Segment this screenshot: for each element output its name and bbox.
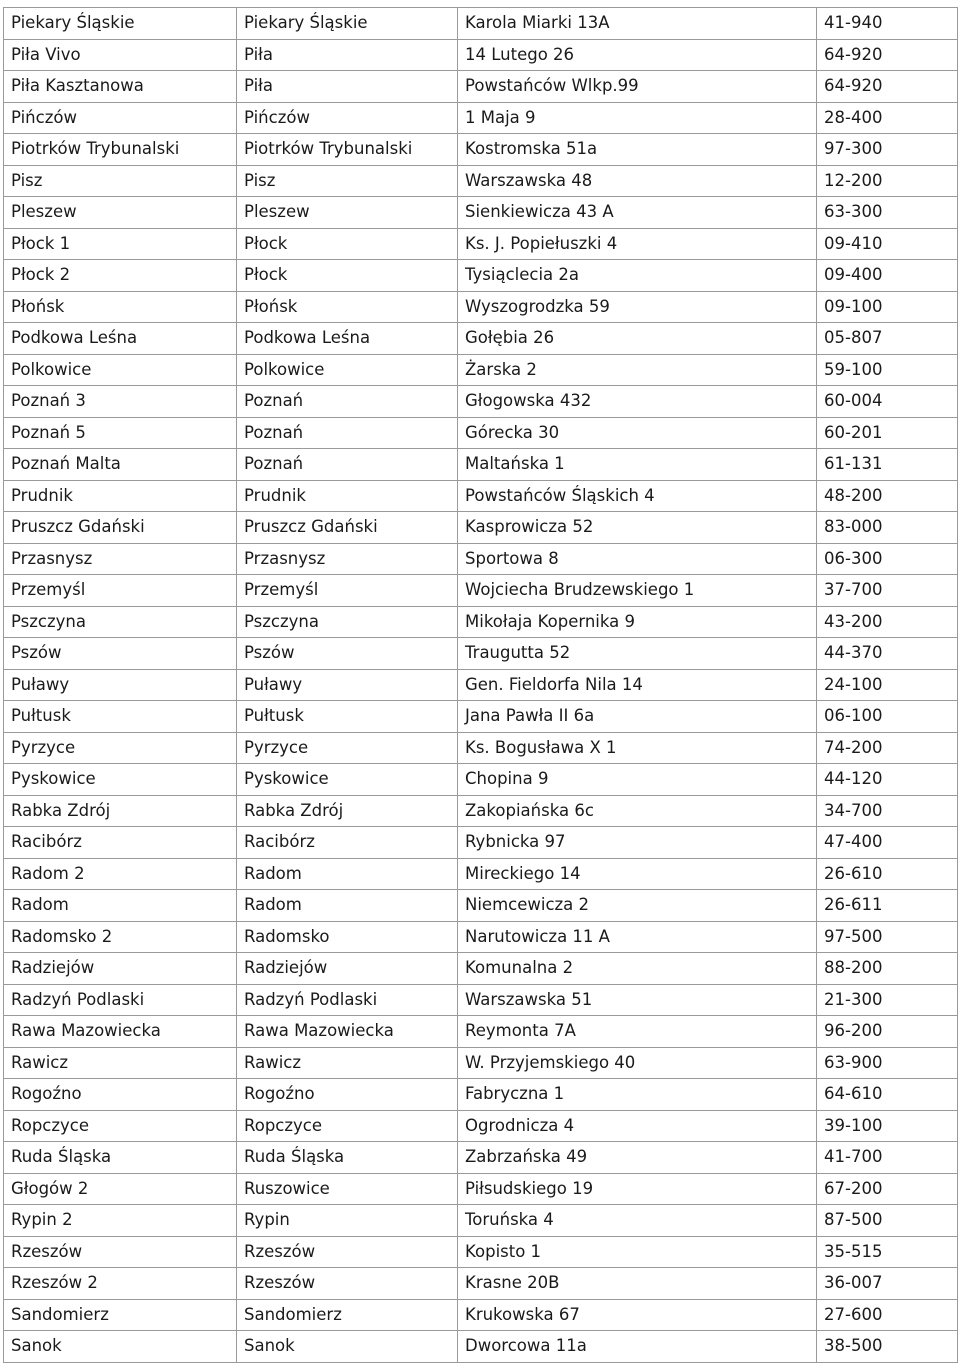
- table-row: [4, 1331, 958, 1363]
- table-row: [4, 165, 958, 197]
- location-name-cell: Rzeszów 2: [4, 1268, 237, 1300]
- postal-code-cell: 05-807: [817, 323, 958, 355]
- city-cell: Piła: [237, 71, 458, 103]
- table-row: [4, 71, 958, 103]
- city-cell: Ruszowice: [237, 1173, 458, 1205]
- city-cell: Przemyśl: [237, 575, 458, 607]
- location-name-cell: Podkowa Leśna: [4, 323, 237, 355]
- table-row: [4, 953, 958, 985]
- postal-code-cell: 27-600: [817, 1299, 958, 1331]
- street-address-cell: Mireckiego 14: [458, 858, 817, 890]
- street-address-cell: Mikołaja Kopernika 9: [458, 606, 817, 638]
- postal-code-cell: 87-500: [817, 1205, 958, 1237]
- location-name-cell: Rogoźno: [4, 1079, 237, 1111]
- street-address-cell: Dworcowa 11a: [458, 1331, 817, 1363]
- postal-code-cell: 35-515: [817, 1236, 958, 1268]
- street-address-cell: Krasne 20B: [458, 1268, 817, 1300]
- city-cell: Pyskowice: [237, 764, 458, 796]
- postal-code-cell: 96-200: [817, 1016, 958, 1048]
- street-address-cell: W. Przyjemskiego 40: [458, 1047, 817, 1079]
- city-cell: Piła: [237, 39, 458, 71]
- street-address-cell: Krukowska 67: [458, 1299, 817, 1331]
- city-cell: Piekary Śląskie: [237, 8, 458, 40]
- location-name-cell: Radzyń Podlaski: [4, 984, 237, 1016]
- location-name-cell: Radom 2: [4, 858, 237, 890]
- location-name-cell: Piotrków Trybunalski: [4, 134, 237, 166]
- location-name-cell: Piła Vivo: [4, 39, 237, 71]
- street-address-cell: Warszawska 51: [458, 984, 817, 1016]
- city-cell: Polkowice: [237, 354, 458, 386]
- table-row: [4, 575, 958, 607]
- city-cell: Poznań: [237, 417, 458, 449]
- table-row: [4, 827, 958, 859]
- city-cell: Ruda Śląska: [237, 1142, 458, 1174]
- location-name-cell: Przemyśl: [4, 575, 237, 607]
- city-cell: Radziejów: [237, 953, 458, 985]
- table-row: [4, 701, 958, 733]
- location-name-cell: Ropczyce: [4, 1110, 237, 1142]
- table-row: [4, 512, 958, 544]
- street-address-cell: Ks. Bogusława X 1: [458, 732, 817, 764]
- street-address-cell: Traugutta 52: [458, 638, 817, 670]
- street-address-cell: Niemcewicza 2: [458, 890, 817, 922]
- postal-code-cell: 09-400: [817, 260, 958, 292]
- city-cell: Płock: [237, 228, 458, 260]
- city-cell: Sanok: [237, 1331, 458, 1363]
- location-name-cell: Pyrzyce: [4, 732, 237, 764]
- street-address-cell: Żarska 2: [458, 354, 817, 386]
- city-cell: Pisz: [237, 165, 458, 197]
- city-cell: Prudnik: [237, 480, 458, 512]
- location-name-cell: Pleszew: [4, 197, 237, 229]
- street-address-cell: Karola Miarki 13A: [458, 8, 817, 40]
- street-address-cell: Powstańców Wlkp.99: [458, 71, 817, 103]
- postal-code-cell: 12-200: [817, 165, 958, 197]
- table-row: [4, 638, 958, 670]
- street-address-cell: Narutowicza 11 A: [458, 921, 817, 953]
- street-address-cell: Głogowska 432: [458, 386, 817, 418]
- postal-code-cell: 64-610: [817, 1079, 958, 1111]
- city-cell: Puławy: [237, 669, 458, 701]
- table-row: [4, 228, 958, 260]
- city-cell: Rypin: [237, 1205, 458, 1237]
- table-row: [4, 984, 958, 1016]
- postal-code-cell: 41-940: [817, 8, 958, 40]
- street-address-cell: Wyszogrodzka 59: [458, 291, 817, 323]
- street-address-cell: Jana Pawła II 6a: [458, 701, 817, 733]
- location-name-cell: Poznań Malta: [4, 449, 237, 481]
- city-cell: Rabka Zdrój: [237, 795, 458, 827]
- table-row: [4, 543, 958, 575]
- city-cell: Płońsk: [237, 291, 458, 323]
- postal-code-cell: 97-500: [817, 921, 958, 953]
- street-address-cell: Rybnicka 97: [458, 827, 817, 859]
- city-cell: Pułtusk: [237, 701, 458, 733]
- table-row: [4, 1268, 958, 1300]
- location-name-cell: Piła Kasztanowa: [4, 71, 237, 103]
- address-table: [3, 7, 958, 1363]
- postal-code-cell: 44-370: [817, 638, 958, 670]
- street-address-cell: Powstańców Śląskich 4: [458, 480, 817, 512]
- table-row: [4, 1047, 958, 1079]
- location-name-cell: Sandomierz: [4, 1299, 237, 1331]
- table-row: [4, 1016, 958, 1048]
- table-row: [4, 39, 958, 71]
- location-name-cell: Rabka Zdrój: [4, 795, 237, 827]
- postal-code-cell: 38-500: [817, 1331, 958, 1363]
- city-cell: Radzyń Podlaski: [237, 984, 458, 1016]
- postal-code-cell: 06-100: [817, 701, 958, 733]
- street-address-cell: Reymonta 7A: [458, 1016, 817, 1048]
- postal-code-cell: 74-200: [817, 732, 958, 764]
- location-name-cell: Przasnysz: [4, 543, 237, 575]
- location-name-cell: Ruda Śląska: [4, 1142, 237, 1174]
- street-address-cell: Kasprowicza 52: [458, 512, 817, 544]
- table-row: [4, 417, 958, 449]
- city-cell: Racibórz: [237, 827, 458, 859]
- city-cell: Radomsko: [237, 921, 458, 953]
- street-address-cell: Komunalna 2: [458, 953, 817, 985]
- city-cell: Pruszcz Gdański: [237, 512, 458, 544]
- postal-code-cell: 97-300: [817, 134, 958, 166]
- table-row: [4, 1236, 958, 1268]
- table-row: [4, 260, 958, 292]
- table-row: [4, 102, 958, 134]
- postal-code-cell: 64-920: [817, 39, 958, 71]
- location-name-cell: Rawicz: [4, 1047, 237, 1079]
- table-row: [4, 1079, 958, 1111]
- postal-code-cell: 60-004: [817, 386, 958, 418]
- street-address-cell: Sienkiewicza 43 A: [458, 197, 817, 229]
- location-name-cell: Sanok: [4, 1331, 237, 1363]
- location-name-cell: Płock 1: [4, 228, 237, 260]
- street-address-cell: Kopisto 1: [458, 1236, 817, 1268]
- city-cell: Pyrzyce: [237, 732, 458, 764]
- postal-code-cell: 09-100: [817, 291, 958, 323]
- postal-code-cell: 37-700: [817, 575, 958, 607]
- street-address-cell: Gen. Fieldorfa Nila 14: [458, 669, 817, 701]
- city-cell: Przasnysz: [237, 543, 458, 575]
- street-address-cell: Piłsudskiego 19: [458, 1173, 817, 1205]
- table-row: [4, 480, 958, 512]
- table-row: [4, 8, 958, 40]
- postal-code-cell: 48-200: [817, 480, 958, 512]
- postal-code-cell: 44-120: [817, 764, 958, 796]
- location-name-cell: Pińczów: [4, 102, 237, 134]
- postal-code-cell: 28-400: [817, 102, 958, 134]
- location-name-cell: Poznań 5: [4, 417, 237, 449]
- table-row: [4, 795, 958, 827]
- table-row: [4, 354, 958, 386]
- table-row: [4, 1205, 958, 1237]
- street-address-cell: Toruńska 4: [458, 1205, 817, 1237]
- city-cell: Pleszew: [237, 197, 458, 229]
- street-address-cell: Chopina 9: [458, 764, 817, 796]
- street-address-cell: Warszawska 48: [458, 165, 817, 197]
- location-name-cell: Poznań 3: [4, 386, 237, 418]
- city-cell: Radom: [237, 858, 458, 890]
- city-cell: Poznań: [237, 386, 458, 418]
- street-address-cell: Zakopiańska 6c: [458, 795, 817, 827]
- city-cell: Płock: [237, 260, 458, 292]
- postal-code-cell: 67-200: [817, 1173, 958, 1205]
- postal-code-cell: 36-007: [817, 1268, 958, 1300]
- location-name-cell: Polkowice: [4, 354, 237, 386]
- table-row: [4, 669, 958, 701]
- table-row: [4, 449, 958, 481]
- table-row: [4, 1142, 958, 1174]
- location-name-cell: Rawa Mazowiecka: [4, 1016, 237, 1048]
- location-name-cell: Radom: [4, 890, 237, 922]
- street-address-cell: Tysiąclecia 2a: [458, 260, 817, 292]
- table-row: [4, 134, 958, 166]
- location-name-cell: Pisz: [4, 165, 237, 197]
- table-row: [4, 606, 958, 638]
- postal-code-cell: 63-900: [817, 1047, 958, 1079]
- location-name-cell: Pruszcz Gdański: [4, 512, 237, 544]
- postal-code-cell: 34-700: [817, 795, 958, 827]
- location-name-cell: Płock 2: [4, 260, 237, 292]
- street-address-cell: Ogrodnicza 4: [458, 1110, 817, 1142]
- table-row: [4, 323, 958, 355]
- street-address-cell: Zabrzańska 49: [458, 1142, 817, 1174]
- location-name-cell: Radziejów: [4, 953, 237, 985]
- postal-code-cell: 26-610: [817, 858, 958, 890]
- location-name-cell: Piekary Śląskie: [4, 8, 237, 40]
- table-row: [4, 386, 958, 418]
- city-cell: Rawicz: [237, 1047, 458, 1079]
- street-address-cell: Kostromska 51a: [458, 134, 817, 166]
- postal-code-cell: 61-131: [817, 449, 958, 481]
- postal-code-cell: 60-201: [817, 417, 958, 449]
- location-name-cell: Głogów 2: [4, 1173, 237, 1205]
- postal-code-cell: 88-200: [817, 953, 958, 985]
- city-cell: Ropczyce: [237, 1110, 458, 1142]
- street-address-cell: Maltańska 1: [458, 449, 817, 481]
- table-row: [4, 890, 958, 922]
- table-row: [4, 197, 958, 229]
- street-address-cell: 1 Maja 9: [458, 102, 817, 134]
- location-name-cell: Puławy: [4, 669, 237, 701]
- city-cell: Pińczów: [237, 102, 458, 134]
- postal-code-cell: 24-100: [817, 669, 958, 701]
- table-row: [4, 921, 958, 953]
- location-name-cell: Rzeszów: [4, 1236, 237, 1268]
- city-cell: Rawa Mazowiecka: [237, 1016, 458, 1048]
- postal-code-cell: 43-200: [817, 606, 958, 638]
- address-table-body: [4, 8, 958, 1363]
- table-row: [4, 291, 958, 323]
- postal-code-cell: 47-400: [817, 827, 958, 859]
- city-cell: Podkowa Leśna: [237, 323, 458, 355]
- location-name-cell: Racibórz: [4, 827, 237, 859]
- postal-code-cell: 06-300: [817, 543, 958, 575]
- postal-code-cell: 63-300: [817, 197, 958, 229]
- table-row: [4, 732, 958, 764]
- street-address-cell: 14 Lutego 26: [458, 39, 817, 71]
- city-cell: Rogoźno: [237, 1079, 458, 1111]
- postal-code-cell: 26-611: [817, 890, 958, 922]
- location-name-cell: Płońsk: [4, 291, 237, 323]
- location-name-cell: Prudnik: [4, 480, 237, 512]
- postal-code-cell: 83-000: [817, 512, 958, 544]
- location-name-cell: Rypin 2: [4, 1205, 237, 1237]
- postal-code-cell: 21-300: [817, 984, 958, 1016]
- street-address-cell: Górecka 30: [458, 417, 817, 449]
- location-name-cell: Pszczyna: [4, 606, 237, 638]
- city-cell: Poznań: [237, 449, 458, 481]
- street-address-cell: Sportowa 8: [458, 543, 817, 575]
- postal-code-cell: 59-100: [817, 354, 958, 386]
- table-row: [4, 1110, 958, 1142]
- postal-code-cell: 09-410: [817, 228, 958, 260]
- city-cell: Radom: [237, 890, 458, 922]
- location-name-cell: Pszów: [4, 638, 237, 670]
- city-cell: Pszczyna: [237, 606, 458, 638]
- table-row: [4, 858, 958, 890]
- postal-code-cell: 41-700: [817, 1142, 958, 1174]
- postal-code-cell: 64-920: [817, 71, 958, 103]
- city-cell: Piotrków Trybunalski: [237, 134, 458, 166]
- table-row: [4, 764, 958, 796]
- location-name-cell: Radomsko 2: [4, 921, 237, 953]
- street-address-cell: Ks. J. Popiełuszki 4: [458, 228, 817, 260]
- street-address-cell: Gołębia 26: [458, 323, 817, 355]
- postal-code-cell: 39-100: [817, 1110, 958, 1142]
- location-name-cell: Pyskowice: [4, 764, 237, 796]
- table-row: [4, 1173, 958, 1205]
- street-address-cell: Fabryczna 1: [458, 1079, 817, 1111]
- location-name-cell: Pułtusk: [4, 701, 237, 733]
- street-address-cell: Wojciecha Brudzewskiego 1: [458, 575, 817, 607]
- city-cell: Rzeszów: [237, 1236, 458, 1268]
- table-row: [4, 1299, 958, 1331]
- city-cell: Pszów: [237, 638, 458, 670]
- city-cell: Sandomierz: [237, 1299, 458, 1331]
- city-cell: Rzeszów: [237, 1268, 458, 1300]
